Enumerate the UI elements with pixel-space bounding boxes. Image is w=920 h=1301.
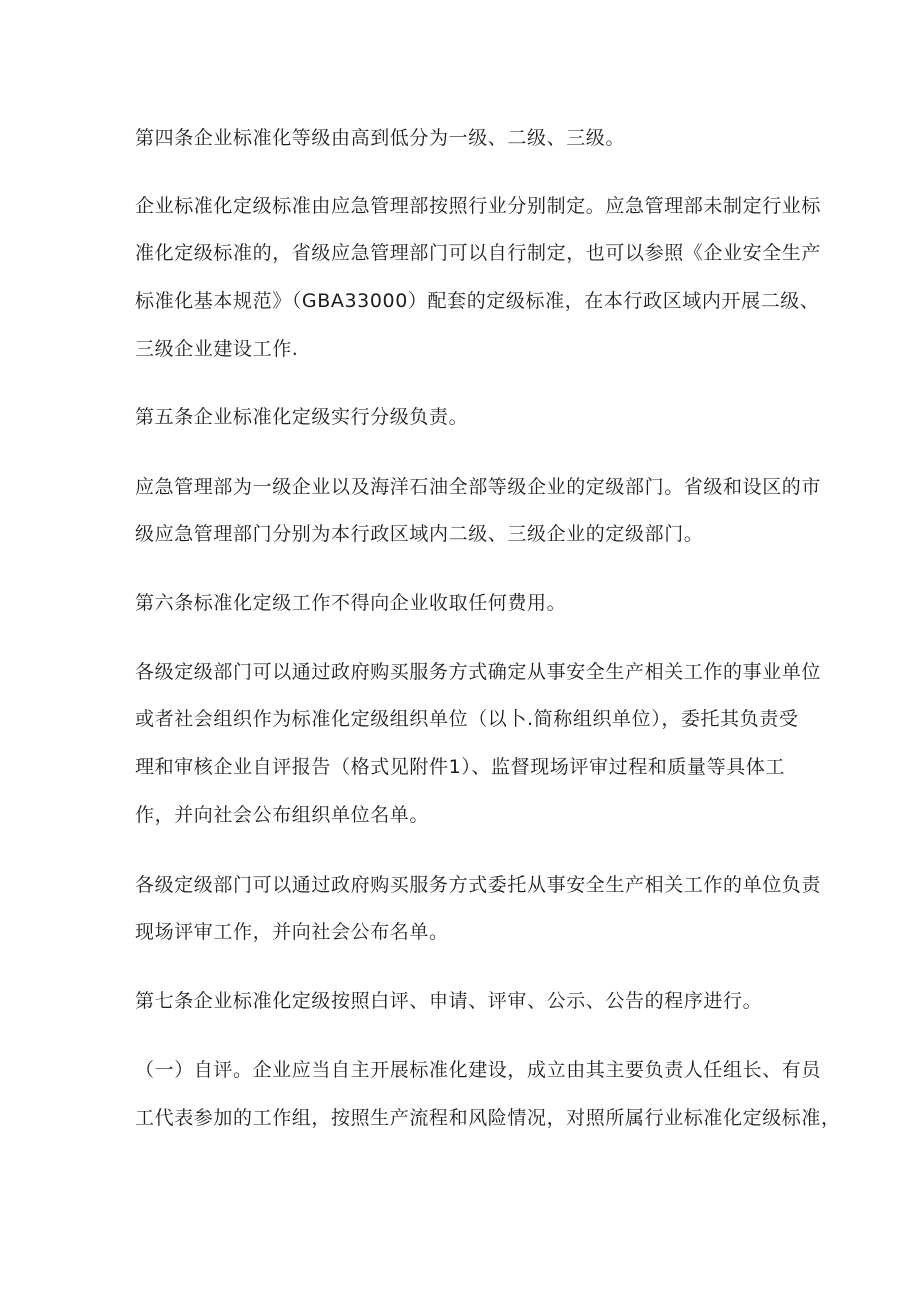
article-4-detail-line-2: 准化定级标准的，省级应急管理部门可以自行制定，也可以参照《企业安全生产 — [135, 242, 822, 264]
article-6-detail-2-line-2: 现场评审工作，并向社会公布名单。 — [135, 921, 449, 943]
article-6-detail-1-line-2: 或者社会组织作为标准化定级组织单位（以卜.简称组织单位），委托其负责受 — [135, 708, 799, 730]
article-5-detail-line-1: 应急管理部为一级企业以及海洋石油全部等级企业的定级部门。省级和设区的市 — [135, 476, 822, 498]
article-6-detail-2-line-1: 各级定级部门可以通过政府购买服务方式委托从事安全生产相关工作的单位负责 — [135, 874, 822, 896]
article-4-detail-line-3: 标准化基本规范》（GBA33000）配套的定级标准，在本行政区域内开展二级、 — [135, 290, 820, 312]
article-4-detail-line-1: 企业标准化定级标准由应急管理部按照行业分别制定。应急管理部未制定行业标 — [135, 195, 822, 217]
article-7-item-1-line-1: （一）自评。企业应当自主开展标准化建设，成立由其主要负责人任组长、有员 — [135, 1059, 822, 1081]
article-7-line-1: 第七条企业标准化定级按照白评、申请、评审、公示、公告的程序进行。 — [135, 990, 763, 1012]
article-5-line-1: 第五条企业标准化定级实行分级负责。 — [135, 406, 469, 428]
article-6-line-1: 第六条标准化定级工作不得向企业收取任何费用。 — [135, 592, 567, 614]
article-4-line-1: 第四条企业标准化等级由高到低分为一级、二级、三级。 — [135, 127, 626, 149]
article-6-detail-1-line-3: 理和审核企业自评报告（格式见附件1）、监督现场评审过程和质量等具体工 — [135, 756, 785, 778]
article-7-item-1-line-2: 工代表参加的工作组，按照生产流程和风险情况，对照所属行业标准化定级标准， — [135, 1107, 841, 1129]
article-5-detail-line-2: 级应急管理部门分别为本行政区域内二级、三级企业的定级部门。 — [135, 523, 704, 545]
article-6-detail-1-line-1: 各级定级部门可以通过政府购买服务方式确定从事安全生产相关工作的事业单位 — [135, 661, 822, 683]
article-6-detail-1-line-4: 作，并向社会公布组织单位名单。 — [135, 804, 430, 826]
article-4-detail-line-4: 三级企业建设工作. — [135, 338, 299, 360]
